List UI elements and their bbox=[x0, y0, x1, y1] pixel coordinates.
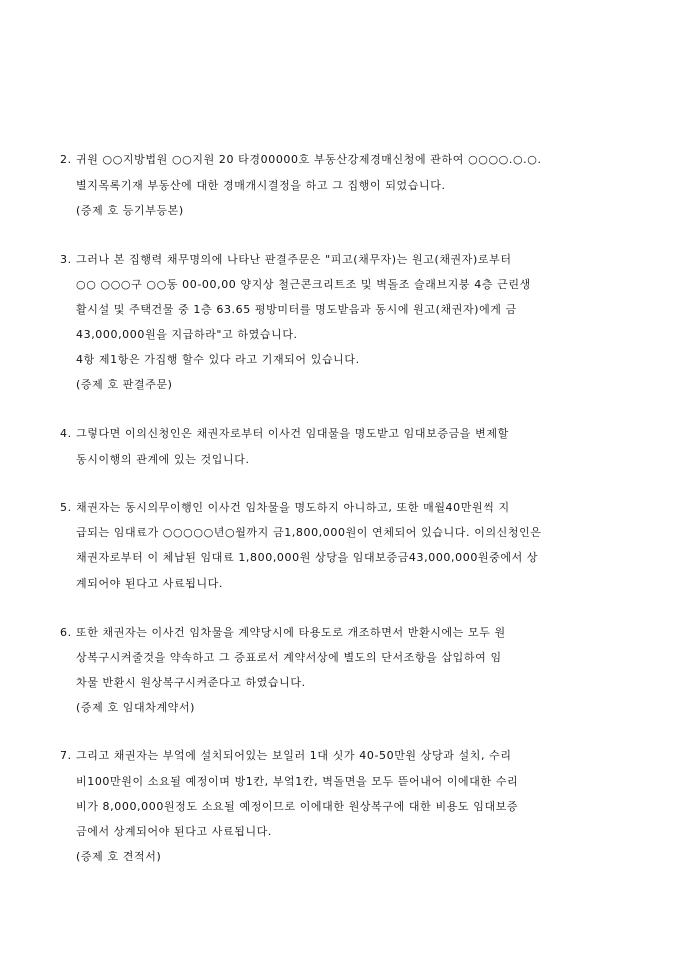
item-text-line: ○○ ○○○구 ○○동 00-00,00 양지상 철근콘크리트조 및 벽돌조 슬래브지붕 4층 근린생 bbox=[76, 278, 531, 291]
item-number: 2. bbox=[60, 153, 72, 166]
item-text-line: 그렇다면 이의신청인은 채권자로부터 이사건 임대물을 명도받고 임대보증금을 변제할 bbox=[76, 427, 509, 440]
item-number: 6. bbox=[60, 626, 72, 639]
evidence-note: (증제 호 등기부등본) bbox=[76, 204, 184, 217]
item-text-line: 비가 8,000,000원정도 소요될 예정이므로 이에대한 원상복구에 대한 비용도 임대보증 bbox=[76, 800, 519, 813]
item-text-line: 또한 채권자는 이사건 임차물을 계약당시에 타용도로 개조하면서 반환시에는 모두 원 bbox=[76, 626, 506, 639]
item-text-line: 급되는 임대료가 ○○○○○년○월까지 금1,800,000원이 연체되어 있습니다. 이의신청인은 bbox=[76, 526, 542, 539]
item-number: 3. bbox=[60, 253, 72, 266]
item-text-line: 비100만원이 소요될 예정이며 방1칸, 부엌1칸, 벽돌면을 모두 뜯어내어 이에대한 수리 bbox=[76, 775, 519, 788]
item-text-line: 그러나 본 집행력 채무명의에 나타난 판결주문은 "피고(채무자)는 원고(채권자)로부터 bbox=[76, 253, 512, 266]
item-text-line: 그리고 채권자는 부엌에 설치되어있는 보일러 1대 싯가 40-50만원 상당과 설치, 수리 bbox=[76, 749, 512, 762]
evidence-note: (증제 호 판결주문) bbox=[76, 378, 173, 391]
item-number: 7. bbox=[60, 749, 72, 762]
item-text-line: 차물 반환시 원상복구시켜준다고 하였습니다. bbox=[76, 676, 306, 689]
item-text-line: 채권자는 동시의무이행인 이사건 임차물을 명도하지 아니하고, 또한 매월40만원씩 지 bbox=[76, 501, 510, 514]
item-number: 4. bbox=[60, 427, 72, 440]
evidence-note: (증제 호 임대차계약서) bbox=[76, 701, 196, 714]
item-text-line: 귀원 ○○지방법원 ○○지원 20 타경00000호 부동산강제경매신청에 관하여 ○○○○.○.○. bbox=[76, 153, 542, 166]
item-text-line: 상복구시켜줄것을 약속하고 그 증표로서 계약서상에 별도의 단서조항을 삽입하여 임 bbox=[76, 651, 502, 664]
item-text-line: 금에서 상계되어야 된다고 사료됩니다. bbox=[76, 825, 273, 838]
item-text-line: 계되어야 된다고 사료됩니다. bbox=[76, 577, 224, 590]
item-text-line: 4항 제1항은 가집행 할수 있다 라고 기재되어 있습니다. bbox=[76, 353, 360, 366]
item-number: 5. bbox=[60, 501, 72, 514]
item-text-line: 별지목록기재 부동산에 대한 경매개시결정을 하고 그 집행이 되었습니다. bbox=[76, 179, 446, 192]
item-text-line: 43,000,000원을 지급하라"고 하였습니다. bbox=[76, 328, 298, 341]
evidence-note: (증제 호 견적서) bbox=[76, 850, 162, 863]
item-text-line: 동시이행의 관계에 있는 것입니다. bbox=[76, 453, 250, 466]
item-text-line: 채권자로부터 이 체납된 임대료 1,800,000원 상당을 임대보증금43,000,000원중에서 상 bbox=[76, 551, 539, 564]
item-text-line: 활시설 및 주택건물 중 1층 63.65 평방미터를 명도받음과 동시에 원고(채권자)에게 금 bbox=[76, 303, 517, 316]
